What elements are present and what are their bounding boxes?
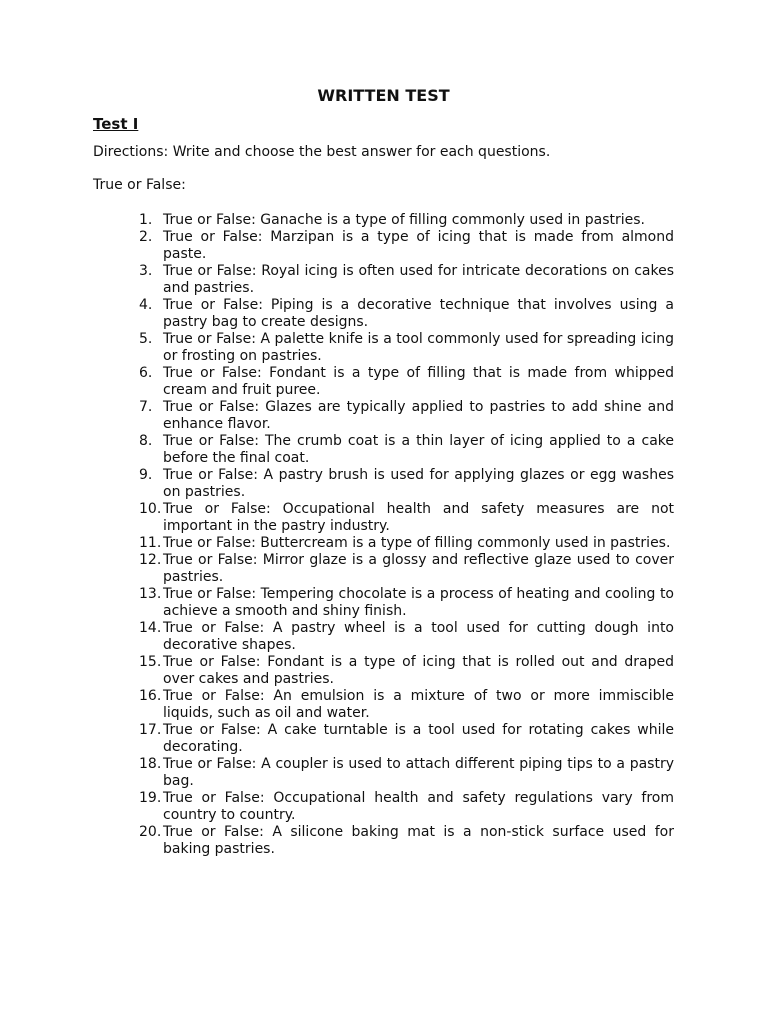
question-text: True or False: A pastry wheel is a tool used for cutting dough into decorative shapes. — [163, 620, 674, 653]
question-item — [93, 620, 674, 654]
question-number: 17. — [139, 722, 162, 738]
question-text: True or False: Marzipan is a type of icing that is made from almond paste. — [163, 229, 674, 262]
question-text: True or False: A pastry brush is used for applying glazes or egg washes on pastries. — [163, 467, 674, 500]
document-page — [93, 86, 674, 858]
question-item — [93, 722, 674, 756]
question-number: 13. — [139, 586, 162, 602]
question-number: 4. — [139, 297, 153, 313]
question-number: 15. — [139, 654, 162, 670]
question-text: True or False: The crumb coat is a thin layer of icing applied to a cake before the final coat. — [163, 433, 674, 466]
question-number: 8. — [139, 433, 153, 449]
question-text: True or False: A silicone baking mat is a non-stick surface used for baking pastries. — [163, 824, 674, 857]
question-item — [93, 212, 674, 229]
question-number: 9. — [139, 467, 153, 483]
question-text: True or False: Mirror glaze is a glossy and reflective glaze used to cover pastries. — [163, 552, 674, 585]
test-heading: Test I — [93, 115, 139, 133]
question-item — [93, 552, 674, 586]
question-number: 20. — [139, 824, 162, 840]
question-number: 14. — [139, 620, 162, 636]
question-number: 6. — [139, 365, 153, 381]
question-text: True or False: Tempering chocolate is a process of heating and cooling to achieve a smooth and shiny finish. — [163, 586, 674, 619]
question-item — [93, 688, 674, 722]
question-text: True or False: A coupler is used to attach different piping tips to a pastry bag. — [163, 756, 674, 789]
question-text: True or False: Fondant is a type of icing that is rolled out and draped over cakes and pastries. — [163, 654, 674, 687]
question-item — [93, 263, 674, 297]
question-text: True or False: Fondant is a type of filling that is made from whipped cream and fruit puree. — [163, 365, 674, 398]
question-number: 11. — [139, 535, 162, 551]
question-text: True or False: An emulsion is a mixture of two or more immiscible liquids, such as oil and water. — [163, 688, 674, 721]
directions-text: Directions: Write and choose the best answer for each questions. — [93, 144, 551, 160]
page-title: WRITTEN TEST — [317, 86, 450, 105]
question-number: 7. — [139, 399, 153, 415]
question-item — [93, 399, 674, 433]
question-number: 1. — [139, 212, 153, 228]
question-item — [93, 824, 674, 858]
question-item — [93, 756, 674, 790]
question-item — [93, 586, 674, 620]
question-text: True or False: Piping is a decorative technique that involves using a pastry bag to create designs. — [163, 297, 674, 330]
question-text: True or False: A cake turntable is a tool used for rotating cakes while decorating. — [163, 722, 674, 755]
question-item — [93, 433, 674, 467]
question-number: 19. — [139, 790, 162, 806]
question-text: True or False: Royal icing is often used for intricate decorations on cakes and pastries. — [163, 263, 674, 296]
question-number: 5. — [139, 331, 153, 347]
question-number: 10. — [139, 501, 162, 517]
question-item — [93, 501, 674, 535]
question-item — [93, 331, 674, 365]
question-item — [93, 790, 674, 824]
question-number: 12. — [139, 552, 162, 568]
section-label: True or False: — [93, 177, 186, 193]
question-text: True or False: Glazes are typically applied to pastries to add shine and enhance flavor. — [163, 399, 674, 432]
question-number: 3. — [139, 263, 153, 279]
question-text: True or False: Buttercream is a type of filling commonly used in pastries. — [163, 535, 671, 551]
question-item — [93, 365, 674, 399]
question-list — [93, 212, 674, 858]
question-text: True or False: Ganache is a type of filling commonly used in pastries. — [163, 212, 645, 228]
question-text: True or False: Occupational health and safety measures are not important in the pastry industry. — [163, 501, 674, 534]
question-number: 2. — [139, 229, 153, 245]
question-item — [93, 467, 674, 501]
question-text: True or False: Occupational health and safety regulations vary from country to country. — [163, 790, 674, 823]
question-item — [93, 229, 674, 263]
question-item — [93, 654, 674, 688]
question-item — [93, 297, 674, 331]
question-number: 16. — [139, 688, 162, 704]
question-item — [93, 535, 674, 552]
question-text: True or False: A palette knife is a tool commonly used for spreading icing or frosting on pastries. — [163, 331, 674, 364]
question-number: 18. — [139, 756, 162, 772]
